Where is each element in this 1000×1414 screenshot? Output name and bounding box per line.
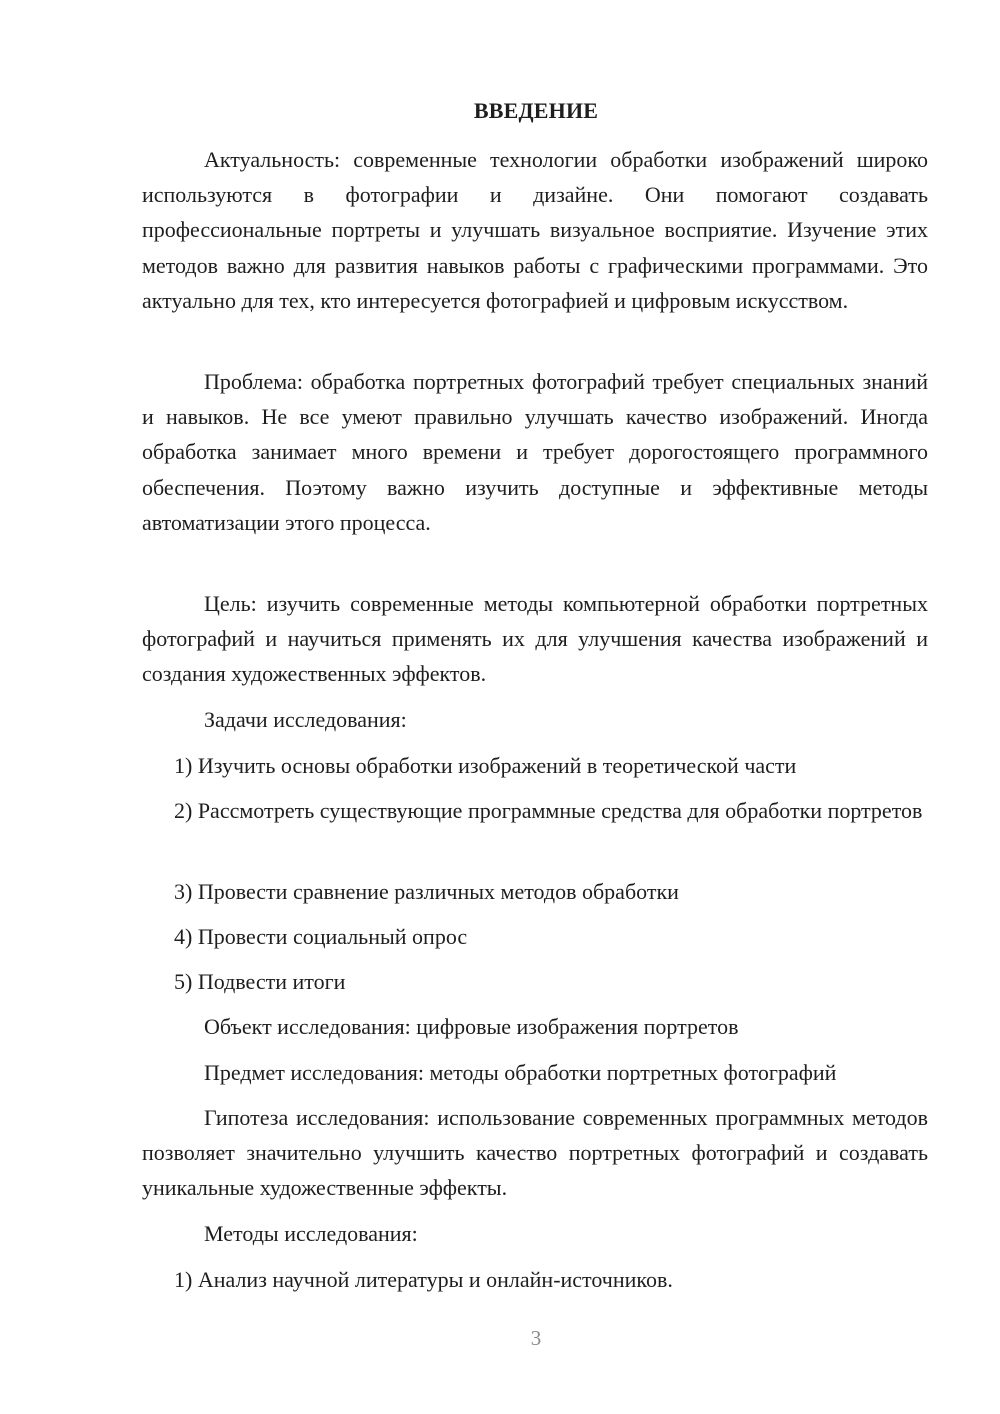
paragraph-relevance: Актуальность: современные технологии обработки изображений широко используются в фотографии и дизайне. Они помогают создавать профессиональные портреты и улучшать визуальное восприятие. Изучение этих методов важно для развития навыков работы с графическими программами. Это актуально для тех, кто интересуется фотографией и цифровым искусством. bbox=[142, 147, 928, 313]
task-item-5: 5) Подвести итоги bbox=[174, 969, 346, 994]
research-object: Объект исследования: цифровые изображения портретов bbox=[204, 1014, 739, 1039]
page-number: 3 bbox=[530, 1326, 542, 1350]
tasks-label: Задачи исследования: bbox=[204, 707, 407, 732]
method-item-1: 1) Анализ научной литературы и онлайн-источников. bbox=[174, 1267, 673, 1292]
research-subject: Предмет исследования: методы обработки портретных фотографий bbox=[204, 1060, 837, 1085]
paragraph-problem: Проблема: обработка портретных фотографий требует специальных знаний и навыков. Не все умеют правильно улучшать качество изображений. Иногда обработка занимает много времени и требует дорогостоящего программного обеспечения. Поэтому важно изучить доступные и эффективные методы автоматизации этого процесса. bbox=[142, 369, 928, 535]
task-item-3: 3) Провести сравнение различных методов обработки bbox=[174, 879, 679, 904]
task-item-2: 2) Рассмотреть существующие программные средства для обработки портретов bbox=[174, 798, 923, 823]
research-hypothesis: Гипотеза исследования: использование современных программных методов позволяет значительно улучшить качество портретных фотографий и создавать уникальные художественные эффекты. bbox=[142, 1105, 928, 1201]
paragraph-goal: Цель: изучить современные методы компьютерной обработки портретных фотографий и научиться применять их для улучшения качества изображений и создания художественных эффектов. bbox=[142, 591, 928, 687]
task-item-4: 4) Провести социальный опрос bbox=[174, 924, 468, 949]
page-title: ВВЕДЕНИЕ bbox=[473, 98, 599, 123]
methods-label: Методы исследования: bbox=[204, 1221, 418, 1246]
task-item-1: 1) Изучить основы обработки изображений в теоретической части bbox=[174, 753, 797, 778]
